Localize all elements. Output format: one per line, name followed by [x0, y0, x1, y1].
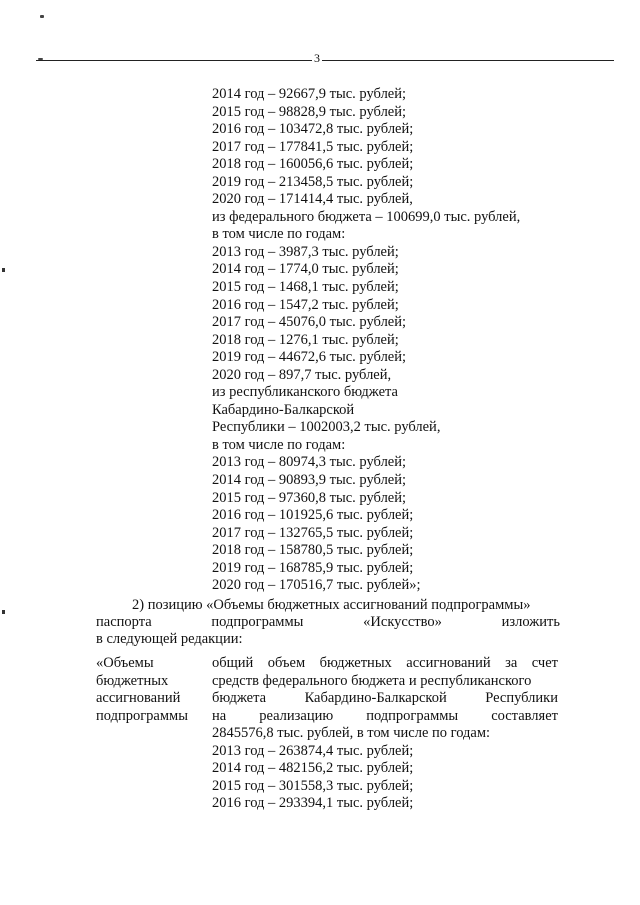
funding-line: из республиканского бюджета	[212, 384, 398, 401]
word: объем	[267, 655, 306, 671]
funding-line: 2020 год – 171414,4 тыс. рублей,	[212, 191, 413, 208]
word: Кабардино-Балкарской	[304, 690, 447, 706]
funding-continuation-list	[212, 86, 612, 595]
instruction-line-2	[96, 613, 560, 631]
word: на	[212, 707, 227, 724]
funding-line: 2016 год – 1547,2 тыс. рублей;	[212, 296, 399, 313]
word: реализацию	[259, 707, 334, 724]
funding-line: 2019 год – 213458,5 тыс. рублей;	[212, 173, 414, 190]
funding-line: в том числе по годам:	[212, 226, 346, 243]
funding-line: в том числе по годам:	[212, 436, 346, 453]
instruction-line-1: 2) позицию «Объемы бюджетных ассигнований подпрограммы»	[132, 597, 531, 613]
text-line-4	[212, 708, 558, 726]
funding-line: 2020 год – 897,7 тыс. рублей,	[212, 366, 392, 383]
funding-line: 2019 год – 168785,9 тыс. рублей;	[212, 559, 414, 576]
word: подпрограммы	[211, 614, 304, 630]
year-line: 2014 год – 482156,2 тыс. рублей;	[212, 760, 414, 776]
text-line-2: средств федерального бюджета и республиканского	[212, 672, 532, 689]
word: «Искусство»	[363, 614, 442, 630]
funding-line: 2014 год – 92667,9 тыс. рублей;	[212, 86, 407, 102]
funding-line: 2019 год – 44672,6 тыс. рублей;	[212, 349, 407, 366]
position-text	[212, 655, 558, 813]
word: Республики	[485, 690, 558, 706]
funding-line: из федерального бюджета – 100699,0 тыс. рублей,	[212, 208, 521, 225]
text-line-5: 2845576,8 тыс. рублей, в том числе по годам:	[212, 725, 491, 741]
scan-speck	[40, 15, 44, 18]
label-line: бюджетных	[96, 672, 169, 689]
scan-edge-mark	[2, 610, 5, 614]
word: изложить	[501, 614, 560, 630]
year-line: 2015 год – 301558,3 тыс. рублей;	[212, 777, 414, 794]
word: составляет	[491, 707, 558, 724]
funding-line: 2014 год – 90893,9 тыс. рублей;	[212, 472, 407, 489]
text-line-1	[212, 655, 558, 673]
funding-line: 2018 год – 160056,6 тыс. рублей;	[212, 156, 414, 173]
label-line: подпрограммы	[96, 707, 188, 724]
funding-line: 2013 год – 80974,3 тыс. рублей;	[212, 454, 407, 471]
funding-line: 2020 год – 170516,7 тыс. рублей»;	[212, 577, 421, 594]
instruction-line-3: в следующей редакции:	[96, 631, 243, 647]
funding-line: 2016 год – 101925,6 тыс. рублей;	[212, 507, 414, 524]
funding-line: 2017 год – 132765,5 тыс. рублей;	[212, 524, 414, 541]
position-label	[96, 655, 208, 725]
funding-line: 2017 год – 177841,5 тыс. рублей;	[212, 138, 414, 155]
year-line: 2016 год – 293394,1 тыс. рублей;	[212, 795, 414, 811]
word: бюджета	[212, 690, 267, 706]
funding-line: 2016 год – 103472,8 тыс. рублей;	[212, 121, 414, 138]
funding-line: 2017 год – 45076,0 тыс. рублей;	[212, 314, 407, 331]
page-number: 3	[314, 51, 320, 65]
text-line-3	[212, 690, 558, 708]
funding-line: 2013 год – 3987,3 тыс. рублей;	[212, 243, 399, 260]
scan-edge-mark	[2, 268, 5, 272]
funding-line: Республики – 1002003,2 тыс. рублей,	[212, 419, 441, 436]
word: бюджетных	[319, 655, 392, 671]
header-rule	[36, 60, 614, 61]
word: подпрограммы	[366, 707, 459, 724]
funding-line: 2014 год – 1774,0 тыс. рублей;	[212, 261, 399, 278]
funding-line: Кабардино-Балкарской	[212, 401, 355, 418]
word: общий	[212, 655, 254, 671]
funding-line: 2018 год – 158780,5 тыс. рублей;	[212, 542, 414, 559]
word: паспорта	[96, 614, 152, 630]
word: счет	[531, 655, 558, 671]
label-line: «Объемы	[96, 655, 154, 671]
funding-line: 2018 год – 1276,1 тыс. рублей;	[212, 331, 399, 348]
funding-line: 2015 год – 97360,8 тыс. рублей;	[212, 489, 407, 506]
funding-line: 2015 год – 1468,1 тыс. рублей;	[212, 279, 399, 296]
word: за	[505, 655, 518, 671]
funding-line: 2015 год – 98828,9 тыс. рублей;	[212, 103, 407, 120]
year-line: 2013 год – 263874,4 тыс. рублей;	[212, 742, 414, 759]
label-line: ассигнований	[96, 690, 181, 706]
word: ассигнований	[406, 655, 491, 671]
